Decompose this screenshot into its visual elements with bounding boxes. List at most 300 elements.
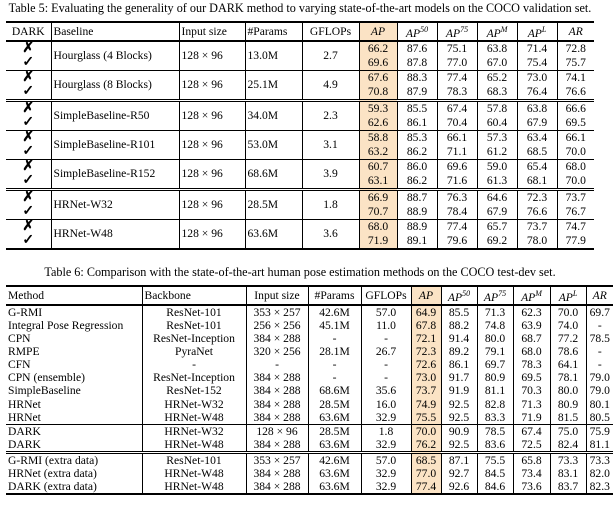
t6-value: 83.1	[550, 467, 586, 480]
t5-value: 79.6	[437, 234, 477, 249]
t5-cell-params: 63.6M	[245, 219, 302, 249]
t6-header-params: #Params	[308, 286, 361, 305]
t6-method: DARK	[6, 438, 142, 453]
t5-value: 86.0	[397, 159, 437, 174]
t6-value: 67.4	[513, 424, 550, 438]
t6-value: 74.8	[477, 319, 513, 332]
table5-caption: Table 5: Evaluating the generality of our DARK method to varying state-of-the-art models on the COCO validation set.	[8, 1, 592, 15]
t6-backbone: HRNet-W48	[142, 438, 246, 453]
t6-method: CPN	[6, 332, 142, 345]
t6-value: 71.3	[513, 398, 550, 411]
t6-row	[6, 452, 613, 467]
t6-value: 73.3	[550, 452, 586, 467]
t6-value: 92.7	[441, 467, 477, 480]
t5-value: 69.6	[437, 159, 477, 174]
table6	[6, 285, 613, 495]
t5-row	[6, 189, 594, 205]
t5-cell-gflops: 4.9	[302, 70, 359, 100]
t6-value: 75.9	[589, 424, 610, 438]
t6-backbone: HRNet-W32	[142, 398, 246, 411]
cross-mark: ✗	[6, 130, 51, 145]
t6-header-apl: $AP^L$	[550, 286, 586, 305]
t5-cell-baseline: SimpleBaseline-R152	[51, 159, 179, 189]
t6-row	[6, 345, 613, 358]
t6-backbone: -	[142, 358, 246, 371]
t6-value: 92.5	[441, 411, 477, 425]
t5-row	[6, 130, 594, 145]
t6-value: 91.9	[441, 384, 477, 397]
t6-value: 384 × 288	[246, 480, 308, 494]
t6-row	[6, 332, 613, 345]
t6-value: 68.0	[513, 345, 550, 358]
t6-value: 75.0	[550, 424, 586, 438]
t6-value: 73.0	[411, 371, 441, 384]
t5-cell-baseline: Hourglass (4 Blocks)	[51, 41, 179, 71]
t5-value: 69.2	[477, 234, 517, 249]
t6-method: Integral Pose Regression	[6, 319, 142, 332]
t6-value: 73.7	[411, 384, 441, 397]
t6-value: 71.9	[513, 411, 550, 425]
t6-row	[6, 319, 613, 332]
t6-header-gflops: GFLOPs	[361, 286, 411, 305]
t6-value: -	[597, 319, 602, 332]
t6-value: 64.9	[411, 305, 441, 319]
t6-value: 75.5	[477, 452, 513, 467]
t5-value: 78.4	[437, 205, 477, 220]
t5-value: 68.0	[359, 219, 397, 234]
t5-value: 67.9	[477, 205, 517, 220]
t6-value: -	[361, 371, 411, 384]
t5-value: 68.1	[517, 174, 557, 190]
t5-value: 76.6	[517, 205, 557, 220]
t5-cell-params: 13.0M	[245, 41, 302, 71]
t6-value: 92.5	[441, 438, 477, 453]
t6-value: 75.5	[411, 411, 441, 425]
t5-value: 89.1	[397, 234, 437, 249]
t6-value: 88.2	[441, 319, 477, 332]
t5-value: 70.4	[437, 116, 477, 131]
t6-value: 68.7	[513, 332, 550, 345]
t6-value: 85.5	[441, 305, 477, 319]
t6-value: 68.5	[411, 452, 441, 467]
t6-value: 384 × 288	[246, 332, 308, 345]
t6-backbone: ResNet-Inception	[142, 332, 246, 345]
t5-value: 71.4	[517, 41, 557, 56]
t6-value: 35.6	[361, 384, 411, 397]
t5-value: 67.6	[359, 70, 397, 85]
t5-value: 86.2	[397, 174, 437, 190]
t6-header-ap75: AP$^{75}$	[477, 286, 513, 305]
t6-value: 128 × 96	[246, 424, 308, 438]
t5-value: 67.4	[437, 100, 477, 116]
t6-value: 384 × 288	[246, 398, 308, 411]
t6-value: 63.6M	[308, 480, 361, 494]
t5-value: 87.6	[397, 41, 437, 56]
t6-value: 57.0	[361, 305, 411, 319]
t6-value: 384 × 288	[246, 411, 308, 425]
t6-method: DARK	[6, 424, 142, 438]
t5-cell-gflops: 2.7	[302, 41, 359, 71]
t5-header-baseline: Baseline	[51, 22, 179, 41]
t5-value: 75.1	[437, 41, 477, 56]
t6-value: 77.2	[550, 332, 586, 345]
t6-value: 92.5	[441, 398, 477, 411]
t5-value: 68.3	[477, 85, 517, 101]
cross-mark: ✗	[6, 159, 51, 174]
t6-header-method: Method	[6, 286, 142, 305]
t6-value: 45.1M	[308, 319, 361, 332]
t6-backbone: PyraNet	[142, 345, 246, 358]
t5-value: 88.3	[397, 70, 437, 85]
t6-value: 353 × 257	[246, 305, 308, 319]
t6-value: 80.9	[550, 398, 586, 411]
t5-value: 72.8	[565, 42, 586, 56]
t5-value: 76.6	[565, 85, 586, 99]
t5-cell-gflops: 1.8	[302, 189, 359, 219]
t6-value: 28.5M	[308, 424, 361, 438]
t5-value: 63.1	[359, 174, 397, 190]
t5-cell-baseline: SimpleBaseline-R50	[51, 100, 179, 130]
cross-mark: ✗	[6, 70, 51, 85]
t6-value: 87.1	[441, 452, 477, 467]
t6-value: 72.5	[513, 438, 550, 453]
check-mark: ✓	[6, 205, 51, 220]
t6-value: 82.0	[589, 467, 610, 481]
t6-backbone: ResNet-152	[142, 384, 246, 397]
t5-value: 60.4	[477, 116, 517, 131]
t5-value: 88.7	[397, 189, 437, 205]
t5-value: 65.2	[477, 70, 517, 85]
t5-value: 59.3	[359, 100, 397, 116]
t6-backbone: ResNet-101	[142, 305, 246, 319]
t6-value: 82.8	[477, 398, 513, 411]
t6-header-input: Input size	[246, 286, 308, 305]
t6-value: 69.7	[589, 305, 610, 319]
t6-value: 68.6M	[308, 384, 361, 397]
t6-backbone: ResNet-Inception	[142, 371, 246, 384]
t6-method: HRNet	[6, 398, 142, 411]
t6-value: 90.9	[441, 424, 477, 438]
t5-cell-input: 128 × 96	[179, 130, 245, 159]
t5-header-ap: AP	[359, 22, 397, 41]
t5-value: 76.3	[437, 189, 477, 205]
t6-row	[6, 411, 613, 425]
t5-value: 76.4	[517, 85, 557, 101]
t6-value: 77.0	[411, 467, 441, 480]
t5-value: 86.1	[397, 116, 437, 131]
t6-backbone: HRNet-W48	[142, 411, 246, 425]
t5-cell-gflops: 3.1	[302, 130, 359, 159]
t5-header-ap50: AP$^{50}$	[397, 22, 437, 41]
t6-value: 42.6M	[308, 452, 361, 467]
t6-value: 384 × 288	[246, 467, 308, 480]
t6-value: 32.9	[361, 438, 411, 453]
t5-value: 57.8	[477, 100, 517, 116]
t5-value: 68.0	[565, 160, 586, 174]
t6-value: 80.0	[477, 332, 513, 345]
t5-value: 77.0	[437, 56, 477, 71]
t5-value: 57.3	[477, 130, 517, 145]
t5-value: 70.0	[565, 145, 586, 159]
t6-backbone: ResNet-101	[142, 452, 246, 467]
t5-value: 66.9	[359, 189, 397, 205]
t5-cell-gflops: 3.6	[302, 219, 359, 249]
t6-value: 63.6M	[308, 438, 361, 453]
t6-row	[6, 384, 613, 397]
check-mark: ✓	[6, 56, 51, 71]
t6-value: -	[308, 358, 361, 371]
t6-value: 76.2	[411, 438, 441, 453]
t6-value: -	[361, 358, 411, 371]
t5-value: 63.4	[517, 130, 557, 145]
t6-value: 79.1	[477, 345, 513, 358]
t5-cell-params: 53.0M	[245, 130, 302, 159]
t6-value: 16.0	[361, 398, 411, 411]
check-mark: ✓	[6, 174, 51, 190]
t5-cell-input: 128 × 96	[179, 41, 245, 71]
t6-value: 26.7	[361, 345, 411, 358]
t5-cell-baseline: Hourglass (8 Blocks)	[51, 70, 179, 100]
t6-value: -	[308, 371, 361, 384]
t5-value: 75.7	[565, 56, 586, 70]
t6-value: 78.3	[513, 358, 550, 371]
t5-value: 72.3	[517, 189, 557, 205]
t5-cell-params: 34.0M	[245, 100, 302, 130]
t5-value: 87.9	[397, 85, 437, 101]
t6-value: 256 × 256	[246, 319, 308, 332]
t5-value: 61.2	[477, 145, 517, 160]
t5-value: 70.8	[359, 85, 397, 101]
t5-value: 88.9	[397, 219, 437, 234]
t6-value: 92.6	[441, 480, 477, 494]
t5-value: 67.0	[477, 56, 517, 71]
t6-header-ar: AR	[586, 286, 613, 305]
t5-value: 78.3	[437, 85, 477, 101]
t5-header-ar: AR	[557, 22, 594, 41]
t6-value: 384 × 288	[246, 384, 308, 397]
t5-value: 71.9	[359, 234, 397, 249]
t5-header-ap75: AP$^{75}$	[437, 22, 477, 41]
t6-value: 32.9	[361, 480, 411, 494]
t5-value: 76.7	[565, 205, 586, 219]
t6-value: 57.0	[361, 452, 411, 467]
t6-value: 78.5	[477, 424, 513, 438]
check-mark: ✓	[6, 145, 51, 160]
t6-value: 72.3	[411, 345, 441, 358]
check-mark: ✓	[6, 116, 51, 131]
t5-value: 67.9	[517, 116, 557, 131]
t5-value: 78.0	[517, 234, 557, 249]
t5-value: 86.2	[397, 145, 437, 160]
t5-value: 70.7	[359, 205, 397, 220]
t6-row	[6, 438, 613, 453]
t5-value: 60.7	[359, 159, 397, 174]
t5-value: 73.7	[565, 191, 586, 205]
t6-method: G-RMI (extra data)	[6, 452, 142, 467]
cross-mark: ✗	[6, 41, 51, 56]
t6-value: 63.6M	[308, 467, 361, 480]
t5-value: 69.5	[565, 116, 586, 130]
t6-value: 84.5	[477, 467, 513, 480]
t6-value: 74.0	[550, 319, 586, 332]
t5-cell-input: 128 × 96	[179, 159, 245, 189]
t6-row	[6, 480, 613, 494]
t6-value: 79.0	[589, 384, 610, 398]
t6-value: 63.6M	[308, 411, 361, 425]
t5-value: 64.6	[477, 189, 517, 205]
t5-value: 77.4	[437, 219, 477, 234]
t5-cell-input: 128 × 96	[179, 100, 245, 130]
t6-value: 72.6	[411, 358, 441, 371]
t6-value: 63.9	[513, 319, 550, 332]
t6-row	[6, 358, 613, 371]
t6-value: 69.7	[477, 358, 513, 371]
t6-value: 71.3	[477, 305, 513, 319]
t6-value: -	[597, 345, 602, 359]
t5-header-input: Input size	[179, 22, 245, 41]
t5-value: 69.6	[359, 56, 397, 71]
t5-value: 66.1	[437, 130, 477, 145]
t5-row	[6, 100, 594, 116]
check-mark: ✓	[6, 85, 51, 101]
t5-value: 88.9	[397, 205, 437, 220]
t6-value: 77.4	[411, 480, 441, 494]
t6-value: 28.5M	[308, 398, 361, 411]
table5	[6, 21, 594, 250]
t6-method: RMPE	[6, 345, 142, 358]
t5-value: 77.9	[557, 234, 594, 249]
t6-method: SimpleBaseline	[6, 384, 142, 397]
t6-value: 83.6	[477, 438, 513, 453]
t6-row	[6, 398, 613, 411]
t6-value: 86.1	[441, 358, 477, 371]
t6-value: 69.5	[513, 371, 550, 384]
t6-value: 80.9	[477, 371, 513, 384]
t6-backbone: ResNet-101	[142, 319, 246, 332]
t6-value: 81.1	[589, 437, 610, 451]
t6-backbone: HRNet-W48	[142, 480, 246, 494]
cross-mark: ✗	[6, 189, 51, 205]
t6-value: 32.9	[361, 467, 411, 480]
t6-value: 89.2	[441, 345, 477, 358]
t6-value: 62.3	[513, 305, 550, 319]
t6-value: 82.3	[586, 480, 613, 494]
t6-method: DARK (extra data)	[6, 480, 142, 494]
t6-value: 11.0	[361, 319, 411, 332]
t5-value: 63.8	[517, 100, 557, 116]
t6-value: 73.3	[589, 453, 610, 467]
t6-value: 74.9	[411, 398, 441, 411]
t6-header-apm: $AP^M$	[513, 286, 550, 305]
t5-value: 63.2	[359, 145, 397, 160]
t5-cell-baseline: SimpleBaseline-R101	[51, 130, 179, 159]
t5-value: 66.1	[565, 131, 586, 145]
t6-row	[6, 305, 613, 319]
t5-value: 68.5	[517, 145, 557, 160]
t6-value: 80.0	[550, 384, 586, 397]
t6-method: CPN (ensemble)	[6, 371, 142, 384]
t5-value: 65.4	[517, 159, 557, 174]
t6-value: 70.3	[513, 384, 550, 397]
t6-value: 73.6	[513, 480, 550, 494]
t6-method: CFN	[6, 358, 142, 371]
t6-value: 91.7	[441, 371, 477, 384]
t5-value: 59.0	[477, 159, 517, 174]
t6-value: 91.4	[441, 332, 477, 345]
t5-value: 71.1	[437, 145, 477, 160]
t6-value: 82.4	[550, 438, 586, 453]
t6-value: 81.1	[477, 384, 513, 397]
t6-header-ap50: AP$^{50}$	[441, 286, 477, 305]
t5-value: 65.7	[477, 219, 517, 234]
t6-method: G-RMI	[6, 305, 142, 319]
t5-cell-input: 128 × 96	[179, 70, 245, 100]
t5-row	[6, 41, 594, 56]
t5-row	[6, 159, 594, 174]
t5-value: 58.8	[359, 130, 397, 145]
t6-header-backbone: Backbone	[142, 286, 246, 305]
t6-method: HRNet	[6, 411, 142, 425]
t6-value: -	[361, 332, 411, 345]
t6-value: 78.5	[589, 332, 610, 346]
t6-header-ap: AP	[411, 286, 441, 305]
t6-row	[6, 467, 613, 480]
t6-value: 70.0	[550, 305, 586, 319]
t5-value: 66.6	[565, 102, 586, 116]
t6-value: 1.8	[361, 424, 411, 438]
t6-method: HRNet (extra data)	[6, 467, 142, 480]
t5-header-dark: DARK	[6, 22, 51, 41]
t5-cell-gflops: 2.3	[302, 100, 359, 130]
t5-header-gflops: GFLOPs	[302, 22, 359, 41]
t6-value: 70.0	[411, 424, 441, 438]
t5-header-apm: $AP^M$	[477, 22, 517, 41]
t5-value: 73.7	[517, 219, 557, 234]
t6-value: 28.1M	[308, 345, 361, 358]
t6-row	[6, 424, 613, 438]
t6-value: 83.7	[550, 480, 586, 494]
table6-caption: Table 6: Comparison with the state-of-the-art human pose estimation methods on the COCO test-dev set.	[44, 265, 556, 279]
t5-cell-input: 128 × 96	[179, 219, 245, 249]
cross-mark: ✗	[6, 100, 51, 116]
t5-cell-params: 28.5M	[245, 189, 302, 219]
t6-value: 78.1	[550, 371, 586, 384]
t5-header-params: #Params	[245, 22, 302, 41]
t6-value: 384 × 288	[246, 371, 308, 384]
t6-value: -	[597, 358, 602, 372]
cross-mark: ✗	[6, 219, 51, 234]
t5-value: 66.2	[359, 41, 397, 56]
t6-value: 73.4	[513, 467, 550, 480]
t5-value: 87.8	[397, 56, 437, 71]
t6-value: 384 × 288	[246, 438, 308, 453]
t6-value: 80.1	[589, 397, 610, 411]
t5-row	[6, 219, 594, 234]
t5-cell-baseline: HRNet-W32	[51, 189, 179, 219]
t6-value: -	[246, 358, 308, 371]
t5-value: 74.1	[565, 71, 586, 85]
t5-value: 70.0	[565, 174, 586, 188]
t5-value: 62.6	[359, 116, 397, 131]
t6-value: 353 × 257	[246, 452, 308, 467]
t6-value: 67.8	[411, 319, 441, 332]
t5-cell-baseline: HRNet-W48	[51, 219, 179, 249]
t6-value: 81.5	[550, 411, 586, 425]
t6-backbone: HRNet-W48	[142, 467, 246, 480]
t5-value: 75.4	[517, 56, 557, 71]
t5-value: 85.5	[397, 100, 437, 116]
t5-value: 74.7	[565, 220, 586, 234]
